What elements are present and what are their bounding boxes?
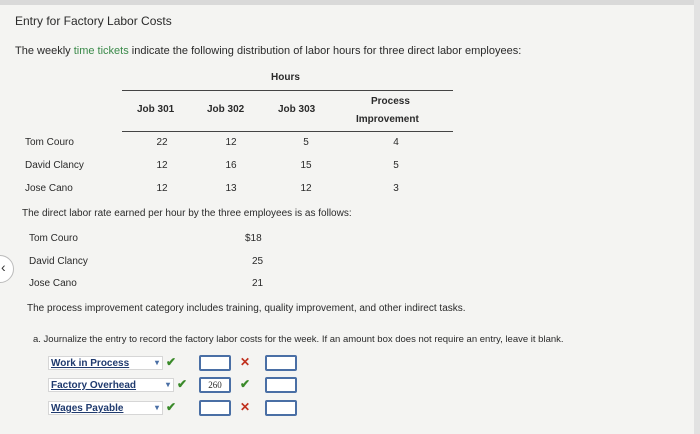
cell: 15 <box>300 160 312 171</box>
cell: 5 <box>393 160 399 171</box>
cell: 12 <box>156 183 168 194</box>
cell: 4 <box>393 137 399 148</box>
account-select-work-in-process[interactable] <box>48 356 163 370</box>
intro-before: The weekly <box>15 45 74 57</box>
rate-name: Jose Cano <box>29 278 77 289</box>
cell: 5 <box>303 137 309 148</box>
credit-input[interactable] <box>265 377 297 393</box>
time-tickets-term[interactable]: time tickets <box>73 45 129 57</box>
previous-button[interactable] <box>0 255 14 283</box>
rate-value: 21 <box>252 278 264 289</box>
account-select-wages-payable[interactable] <box>48 401 163 415</box>
credit-input[interactable] <box>265 355 297 371</box>
row-name: Jose Cano <box>25 183 73 194</box>
rate-intro: The direct labor rate earned per hour by the three employees is as follows: <box>22 208 352 219</box>
account-label: Work in Process <box>51 358 130 369</box>
col-process-line1: Process <box>371 96 410 107</box>
check-icon: ✔ <box>177 377 188 391</box>
top-border <box>0 0 700 5</box>
rate-value: $18 <box>245 233 262 244</box>
intro-after: indicate the following distribution of labor hours for three direct labor employees: <box>128 45 522 57</box>
cell: 12 <box>300 183 312 194</box>
cell: 22 <box>156 137 168 148</box>
cell: 12 <box>156 160 168 171</box>
row-name: Tom Couro <box>25 137 74 148</box>
question-a: a. Journalize the entry to record the factory labor costs for the week. If an amount box does not require an entry, leave it blank. <box>33 334 564 345</box>
cell: 12 <box>225 137 237 148</box>
intro-text <box>15 45 521 57</box>
check-icon: ✔ <box>166 355 177 369</box>
account-label: Wages Payable <box>51 403 124 414</box>
chevron-down-icon: ▾ <box>165 380 170 389</box>
cell: 13 <box>225 183 237 194</box>
columns-rule <box>122 131 453 132</box>
cell: 3 <box>393 183 399 194</box>
debit-input[interactable]: 260 <box>199 377 231 393</box>
col-job-303: Job 303 <box>278 104 316 115</box>
process-note: The process improvement category includes training, quality improvement, and other indirect tasks. <box>27 303 466 314</box>
rate-value: 25 <box>252 256 264 267</box>
x-icon: ✕ <box>240 355 251 369</box>
row-name: David Clancy <box>25 160 84 171</box>
check-icon: ✔ <box>166 400 177 414</box>
hours-group-header: Hours <box>271 72 300 83</box>
rate-name: Tom Couro <box>29 233 78 244</box>
col-job-301: Job 301 <box>137 104 175 115</box>
rate-name: David Clancy <box>29 256 88 267</box>
chevron-left-icon: ‹ <box>1 259 6 275</box>
chevron-down-icon: ▾ <box>154 358 159 367</box>
credit-input[interactable] <box>265 400 297 416</box>
hours-header-rule <box>122 90 453 91</box>
cell: 16 <box>225 160 237 171</box>
chevron-down-icon: ▾ <box>154 403 159 412</box>
debit-input[interactable] <box>199 355 231 371</box>
col-job-302: Job 302 <box>207 104 245 115</box>
col-process-line2: Improvement <box>356 114 419 125</box>
x-icon: ✕ <box>240 400 251 414</box>
account-label: Factory Overhead <box>51 380 137 391</box>
debit-input[interactable] <box>199 400 231 416</box>
account-select-factory-overhead[interactable] <box>48 378 174 392</box>
scrollbar[interactable] <box>694 0 700 434</box>
page-title: Entry for Factory Labor Costs <box>15 14 172 28</box>
check-icon: ✔ <box>240 377 251 391</box>
